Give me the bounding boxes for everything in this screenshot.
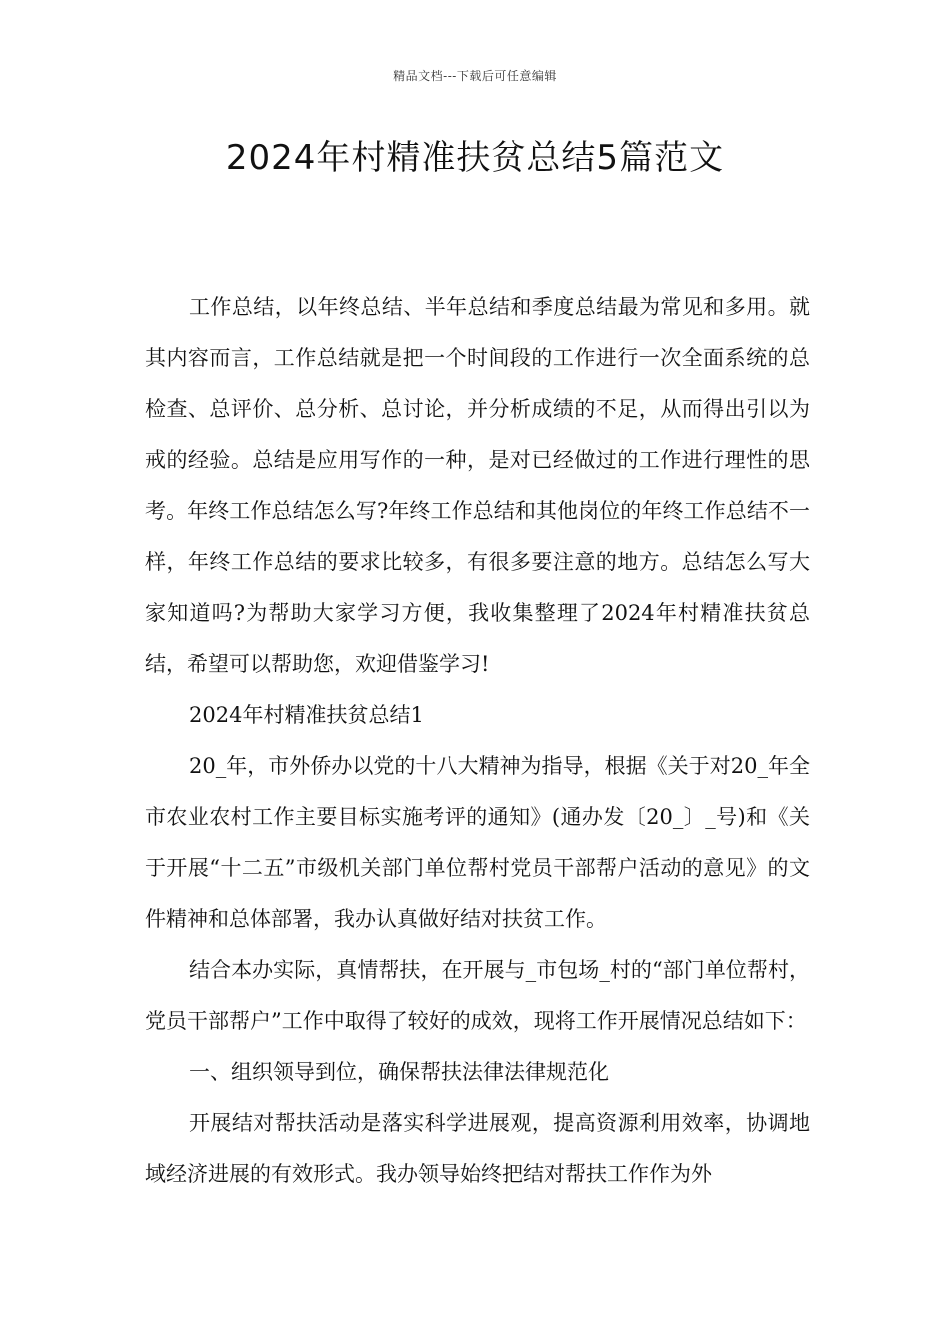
header-note: 精品文档---下载后可任意编辑 bbox=[393, 69, 557, 83]
intro-paragraph: 工作总结，以年终总结、半年总结和季度总结最为常见和多用。就其内容而言，工作总结就是把一个时间段的工作进行一次全面系统的总检查、总评价、总分析、总讨论，并分析成绩的不足，从而得出引以为戒的经验。总结是应用写作的一种，是对已经做过的工作进行理性的思考。年终工作总结怎么写?年终工作总结和其他岗位的年终工作总结不一样，年终工作总结的要求比较多，有很多要注意的地方。总结怎么写大家知道吗?为帮助大家学习方便，我收集整理了2024年村精准扶贫总结，希望可以帮助您，欢迎借鉴学习! bbox=[145, 295, 810, 676]
body-paragraph-3: 开展结对帮扶活动是落实科学进展观，提高资源利用效率，协调地域经济进展的有效形式。我办领导始终把结对帮扶工作作为外 bbox=[145, 1111, 810, 1186]
document-body bbox=[145, 282, 810, 1200]
subsection-heading-1: 一、组织领导到位，确保帮扶法律法律规范化 bbox=[189, 1060, 609, 1084]
document-title: 2024年村精准扶贫总结5篇范文 bbox=[225, 138, 725, 178]
section-heading-1: 2024年村精准扶贫总结1 bbox=[189, 703, 424, 727]
body-paragraph-2: 结合本办实际，真情帮扶，在开展与_市包场_村的“部门单位帮村，党员干部帮户”工作中取得了较好的成效，现将工作开展情况总结如下： bbox=[145, 958, 810, 1033]
body-paragraph-1: 20_年，市外侨办以党的十八大精神为指导，根据《关于对20_年全市农业农村工作主要目标实施考评的通知》(通办发〔20_〕_号)和《关于开展“十二五”市级机关部门单位帮村党员干部帮户活动的意见》的文件精神和总体部署，我办认真做好结对扶贫工作。 bbox=[145, 754, 810, 931]
